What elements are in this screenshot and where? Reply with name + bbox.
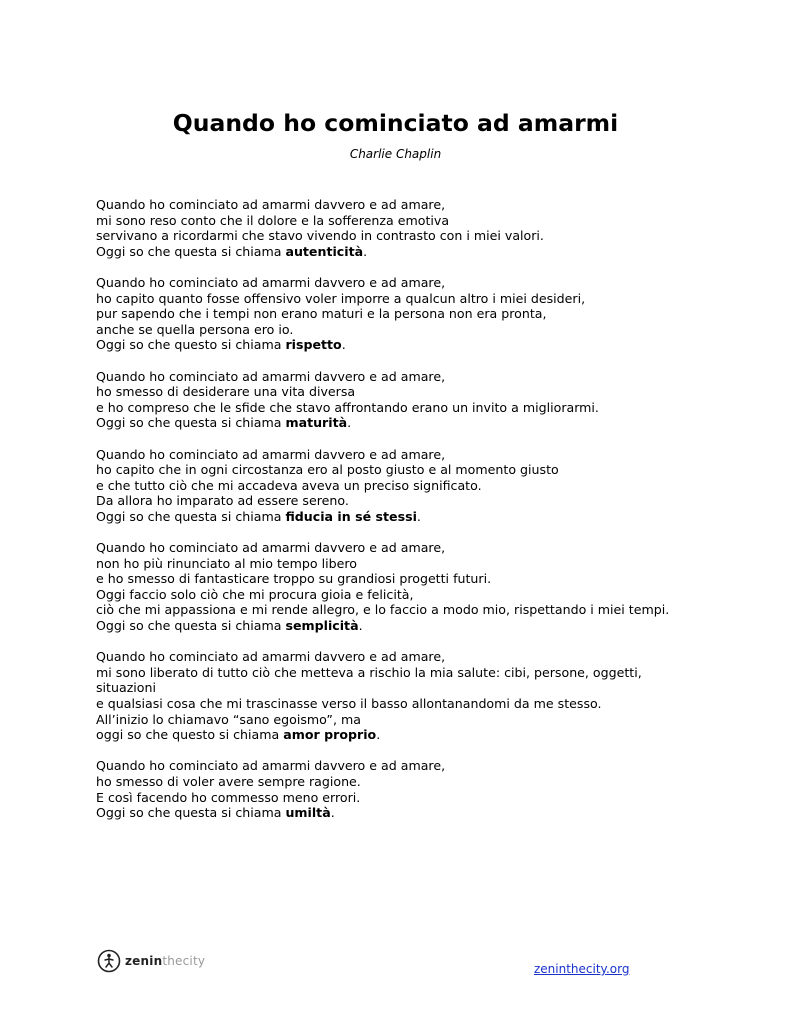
poem-line: All’inizio lo chiamavo “sano egoismo”, ma [96, 711, 361, 727]
poem-line: e ho compreso che le sfide che stavo affrontando erano un invito a migliorarmi. [96, 399, 599, 415]
poem-line: ho capito che in ogni circostanza ero al posto giusto e al momento giusto [96, 462, 559, 478]
stanza [96, 758, 696, 820]
poem-line: e che tutto ciò che mi accadeva aveva un preciso significato. [96, 477, 482, 493]
poem-line: ho capito quanto fosse offensivo voler imporre a qualcun altro i miei desideri, [96, 290, 586, 306]
logo-wordmark [125, 954, 205, 968]
stanza [96, 197, 696, 259]
website-link[interactable]: zeninthecity.org [534, 962, 630, 976]
poem-line: situazioni [96, 680, 156, 696]
poem-line: pur sapendo che i tempi non erano maturi e la persona non era pronta, [96, 306, 547, 322]
poem-line: e qualsiasi cosa che mi trascinasse verso il basso allontanandomi da me stesso. [96, 696, 602, 711]
zeninthecity-logo [97, 947, 205, 975]
poem-line: ciò che mi appassiona e mi rende allegro, e lo faccio a modo mio, rispettando i miei tempi. [96, 602, 670, 618]
poem-line: Quando ho cominciato ad amarmi davvero e ad amare, [96, 758, 446, 774]
poem-line: Da allora ho imparato ad essere sereno. [96, 493, 349, 509]
poem-line: Quando ho cominciato ad amarmi davvero e ad amare, [96, 274, 446, 290]
closing-prefix: Oggi so che questa si chiama [96, 243, 286, 259]
closing-suffix: . [358, 618, 363, 634]
stanza [96, 369, 696, 431]
logo-wordmark-part2: thecity [162, 954, 206, 968]
poem-line: Quando ho cominciato ad amarmi davvero e ad amare, [96, 368, 446, 384]
closing-suffix: . [376, 727, 381, 743]
page-title: Quando ho cominciato ad amarmi [172, 109, 619, 137]
closing-line [96, 509, 696, 525]
stanza [96, 540, 696, 634]
keyword: rispetto [285, 337, 342, 353]
closing-line [96, 415, 696, 431]
poem-line: Quando ho cominciato ad amarmi davvero e ad amare, [96, 197, 446, 212]
closing-line [96, 337, 696, 353]
closing-suffix: . [347, 415, 352, 431]
closing-suffix: . [341, 337, 346, 353]
closing-prefix: Oggi so che questo si chiama [96, 337, 286, 353]
meditating-figure-icon [97, 949, 121, 973]
closing-line [96, 805, 696, 821]
poem-line: anche se quella persona ero io. [96, 321, 294, 337]
closing-line [96, 618, 696, 634]
closing-prefix: Oggi so che questa si chiama [96, 805, 286, 821]
poem-line: ho smesso di desiderare una vita diversa [96, 384, 356, 400]
poem-line: mi sono reso conto che il dolore e la sofferenza emotiva [96, 212, 450, 228]
poem-line: e ho smesso di fantasticare troppo su grandiosi progetti futuri. [96, 571, 492, 587]
closing-suffix: . [330, 805, 335, 821]
closing-suffix: . [416, 508, 421, 524]
stanza [96, 649, 696, 743]
closing-line [96, 244, 696, 260]
poem-line: E così facendo ho commesso meno errori. [96, 789, 361, 805]
poem-body [96, 197, 696, 836]
poem-line: mi sono liberato di tutto ciò che metteva a rischio la mia salute: cibi, persone, oggetti, [96, 664, 642, 680]
logo-wordmark-part1: zenin [125, 954, 163, 968]
keyword: semplicità [285, 618, 359, 634]
poem-line: Quando ho cominciato ad amarmi davvero e ad amare, [96, 649, 446, 665]
author-name: Charlie Chaplin [349, 147, 442, 161]
poem-line: servivano a ricordarmi che stavo vivendo in contrasto con i miei valori. [96, 228, 544, 244]
closing-prefix: oggi so che questo si chiama [96, 727, 284, 743]
keyword: umiltà [285, 805, 331, 821]
poem-line: non ho più rinunciato al mio tempo libero [96, 555, 357, 571]
stanza [96, 447, 696, 525]
keyword: fiducia in sé stessi [285, 508, 417, 524]
closing-line [96, 727, 696, 743]
poem-line: Quando ho cominciato ad amarmi davvero e ad amare, [96, 446, 446, 462]
closing-suffix: . [363, 243, 368, 259]
keyword: autenticità [285, 243, 364, 259]
keyword: amor proprio [283, 727, 377, 743]
closing-prefix: Oggi so che questa si chiama [96, 618, 286, 634]
closing-prefix: Oggi so che questa si chiama [96, 415, 286, 431]
poem-line: ho smesso di voler avere sempre ragione. [96, 773, 361, 789]
poem-line: Quando ho cominciato ad amarmi davvero e ad amare, [96, 540, 446, 556]
closing-prefix: Oggi so che questa si chiama [96, 508, 286, 524]
poem-line: Oggi faccio solo ciò che mi procura gioia e felicità, [96, 586, 414, 602]
keyword: maturità [285, 415, 348, 431]
stanza [96, 275, 696, 353]
